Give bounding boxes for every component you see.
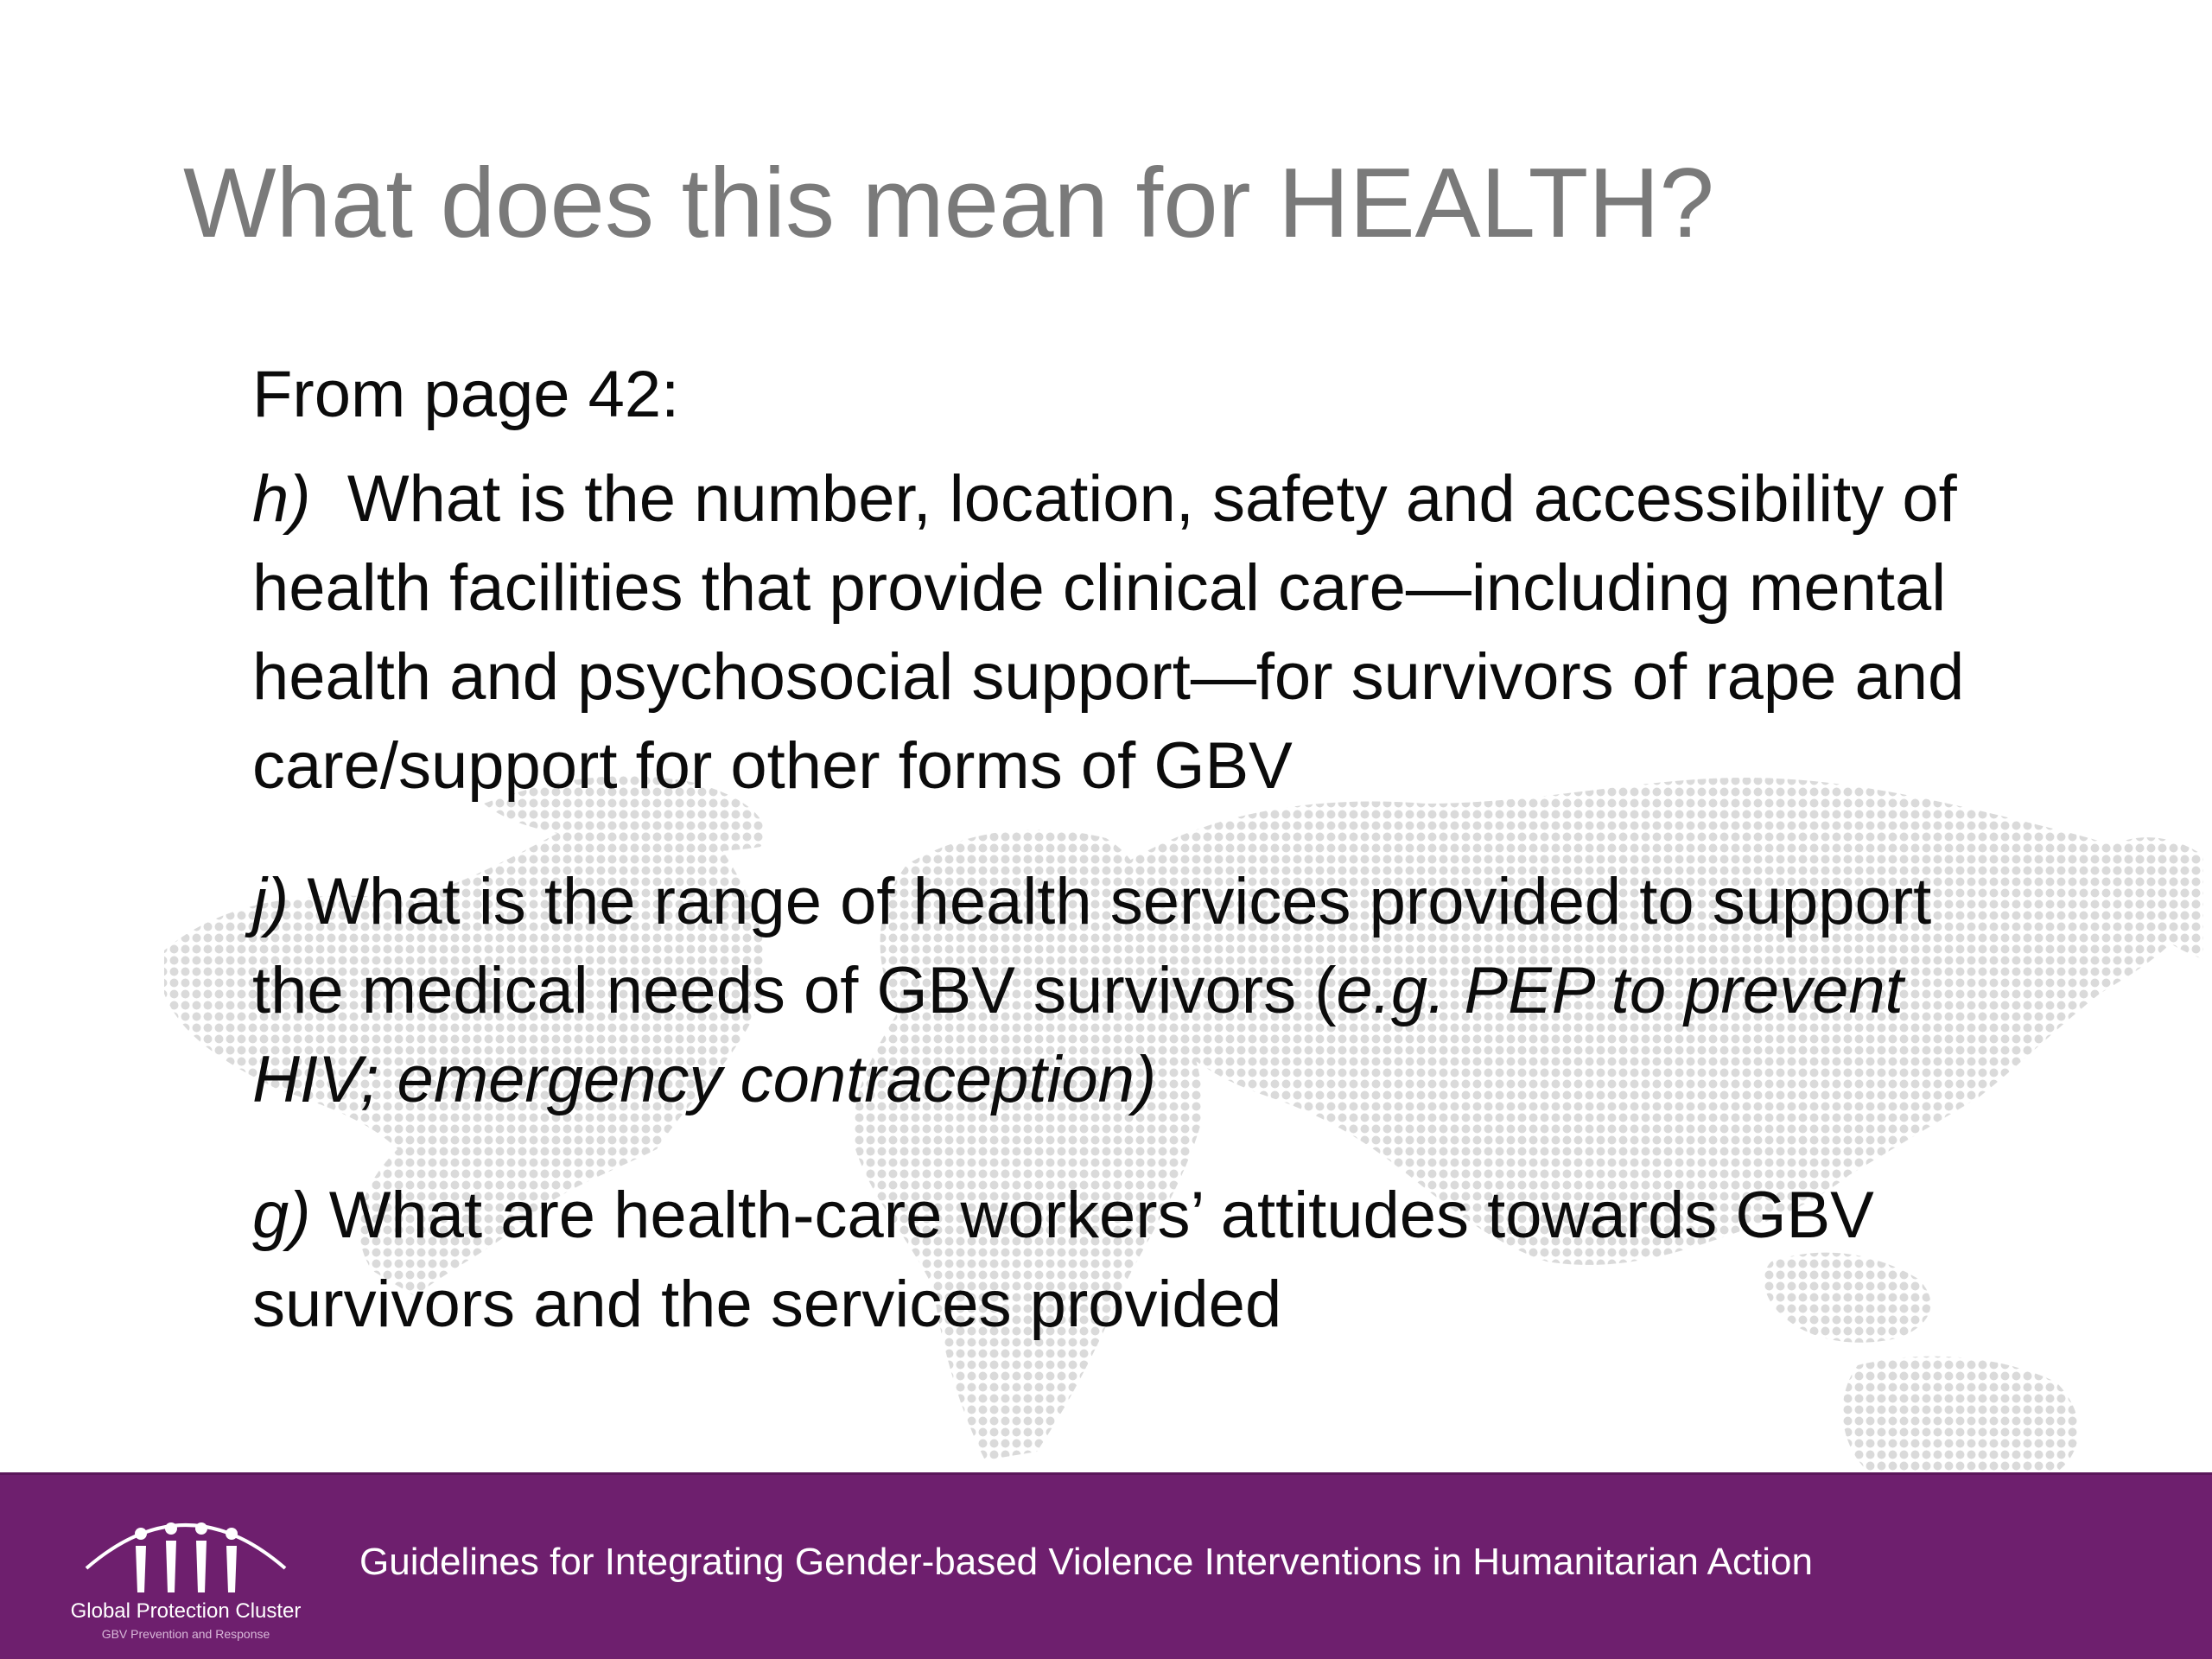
global-protection-cluster-logo [60, 1501, 311, 1653]
intro-text: From page 42: [252, 358, 680, 431]
question-h [252, 454, 1989, 810]
logo-title: Global Protection Cluster [70, 1599, 302, 1623]
question-j-example: e.g. PEP to prevent HIV; emergency contraception) [252, 954, 1904, 1116]
question-g-text: What are health-care workers’ attitudes towards GBV survivors and the services provided [252, 1179, 1874, 1341]
logo-subtitle: GBV Prevention and Response [101, 1627, 270, 1641]
slide-body [252, 350, 1989, 1349]
question-j-text: What is the range of health services provided to support the medical needs of GBV survivors ( [252, 865, 1932, 1027]
question-g [252, 1171, 1989, 1349]
question-h-letter: h) [252, 462, 311, 536]
slide-title: What does this mean for HEALTH? [183, 149, 1714, 258]
question-j-letter: j) [252, 865, 289, 938]
question-j [252, 857, 1989, 1124]
question-g-letter: g) [252, 1179, 311, 1252]
people-under-arc-icon [60, 1501, 311, 1599]
footer-guidelines-text: Guidelines for Integrating Gender-based Violence Interventions in Humanitarian Action [359, 1541, 1813, 1583]
question-h-text: What is the number, location, safety and accessibility of health facilities that provide clinical care—including mental health and psychosocial support—for survivors of rape and care/support for other forms of GBV [252, 462, 1965, 803]
footer-bar [0, 1472, 2212, 1659]
